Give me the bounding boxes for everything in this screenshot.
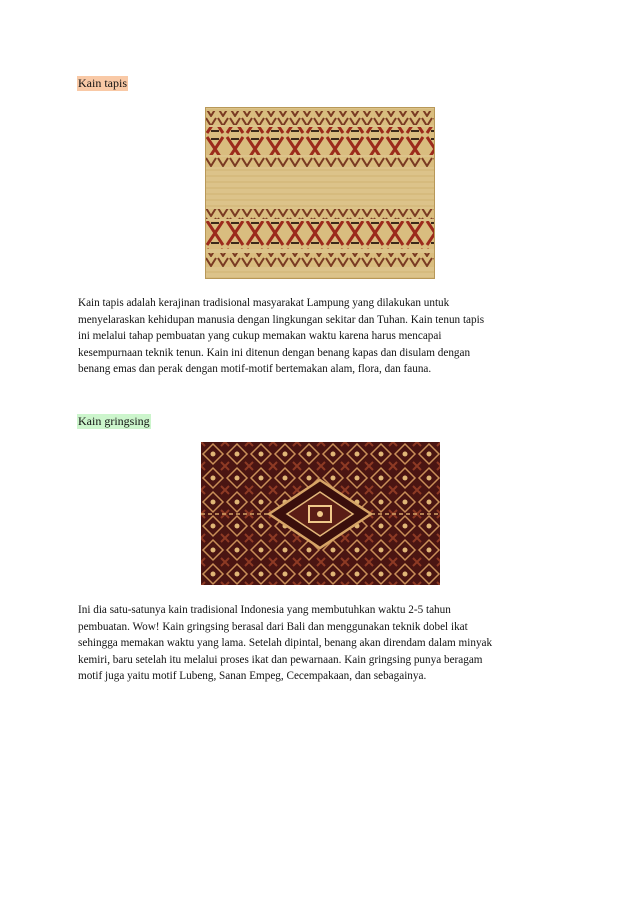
paragraph-kain-gringsing xyxy=(78,602,578,685)
paragraph-kain-tapis xyxy=(78,295,578,378)
kain-gringsing-image xyxy=(201,442,440,585)
paragraph-line: ini melalui tahap pembuatan yang cukup memakan waktu karena harus mencapai xyxy=(78,330,442,342)
paragraph-line: kemiri, baru setelah itu melalui proses ikat dan pewarnaan. Kain gringsing punya beragam xyxy=(78,653,483,666)
paragraph-line: menyelaraskan kehidupan manusia dengan lingkungan sekitar dan Tuhan. Kain tenun tapis xyxy=(78,313,485,326)
paragraph-line: Kain tapis adalah kerajinan tradisional masyarakat Lampung yang dilakukan untuk xyxy=(78,297,450,309)
paragraph-line: benang emas dan perak dengan motif-motif bertemakan alam, flora, dan fauna. xyxy=(78,363,432,375)
heading-kain-gringsing: Kain gringsing xyxy=(78,414,150,428)
kain-tapis-image xyxy=(205,107,435,279)
paragraph-line: kesempurnaan teknik tenun. Kain ini ditenun dengan benang kapas dan disulam dengan xyxy=(78,346,471,359)
paragraph-line: motif juga yaitu motif Lubeng, Sanan Empeg, Cecempakaan, dan sebagainya. xyxy=(78,670,427,682)
paragraph-line: sehingga memakan waktu yang lama. Setelah dipintal, benang akan direndam dalam minyak xyxy=(78,637,493,649)
paragraph-line: Ini dia satu-satunya kain tradisional Indonesia yang membutuhkan waktu 2-5 tahun xyxy=(78,604,451,616)
paragraph-line: pembuatan. Wow! Kain gringsing berasal dari Bali dan menggunakan teknik dobel ikat xyxy=(78,620,468,633)
heading-kain-tapis: Kain tapis xyxy=(78,76,127,90)
